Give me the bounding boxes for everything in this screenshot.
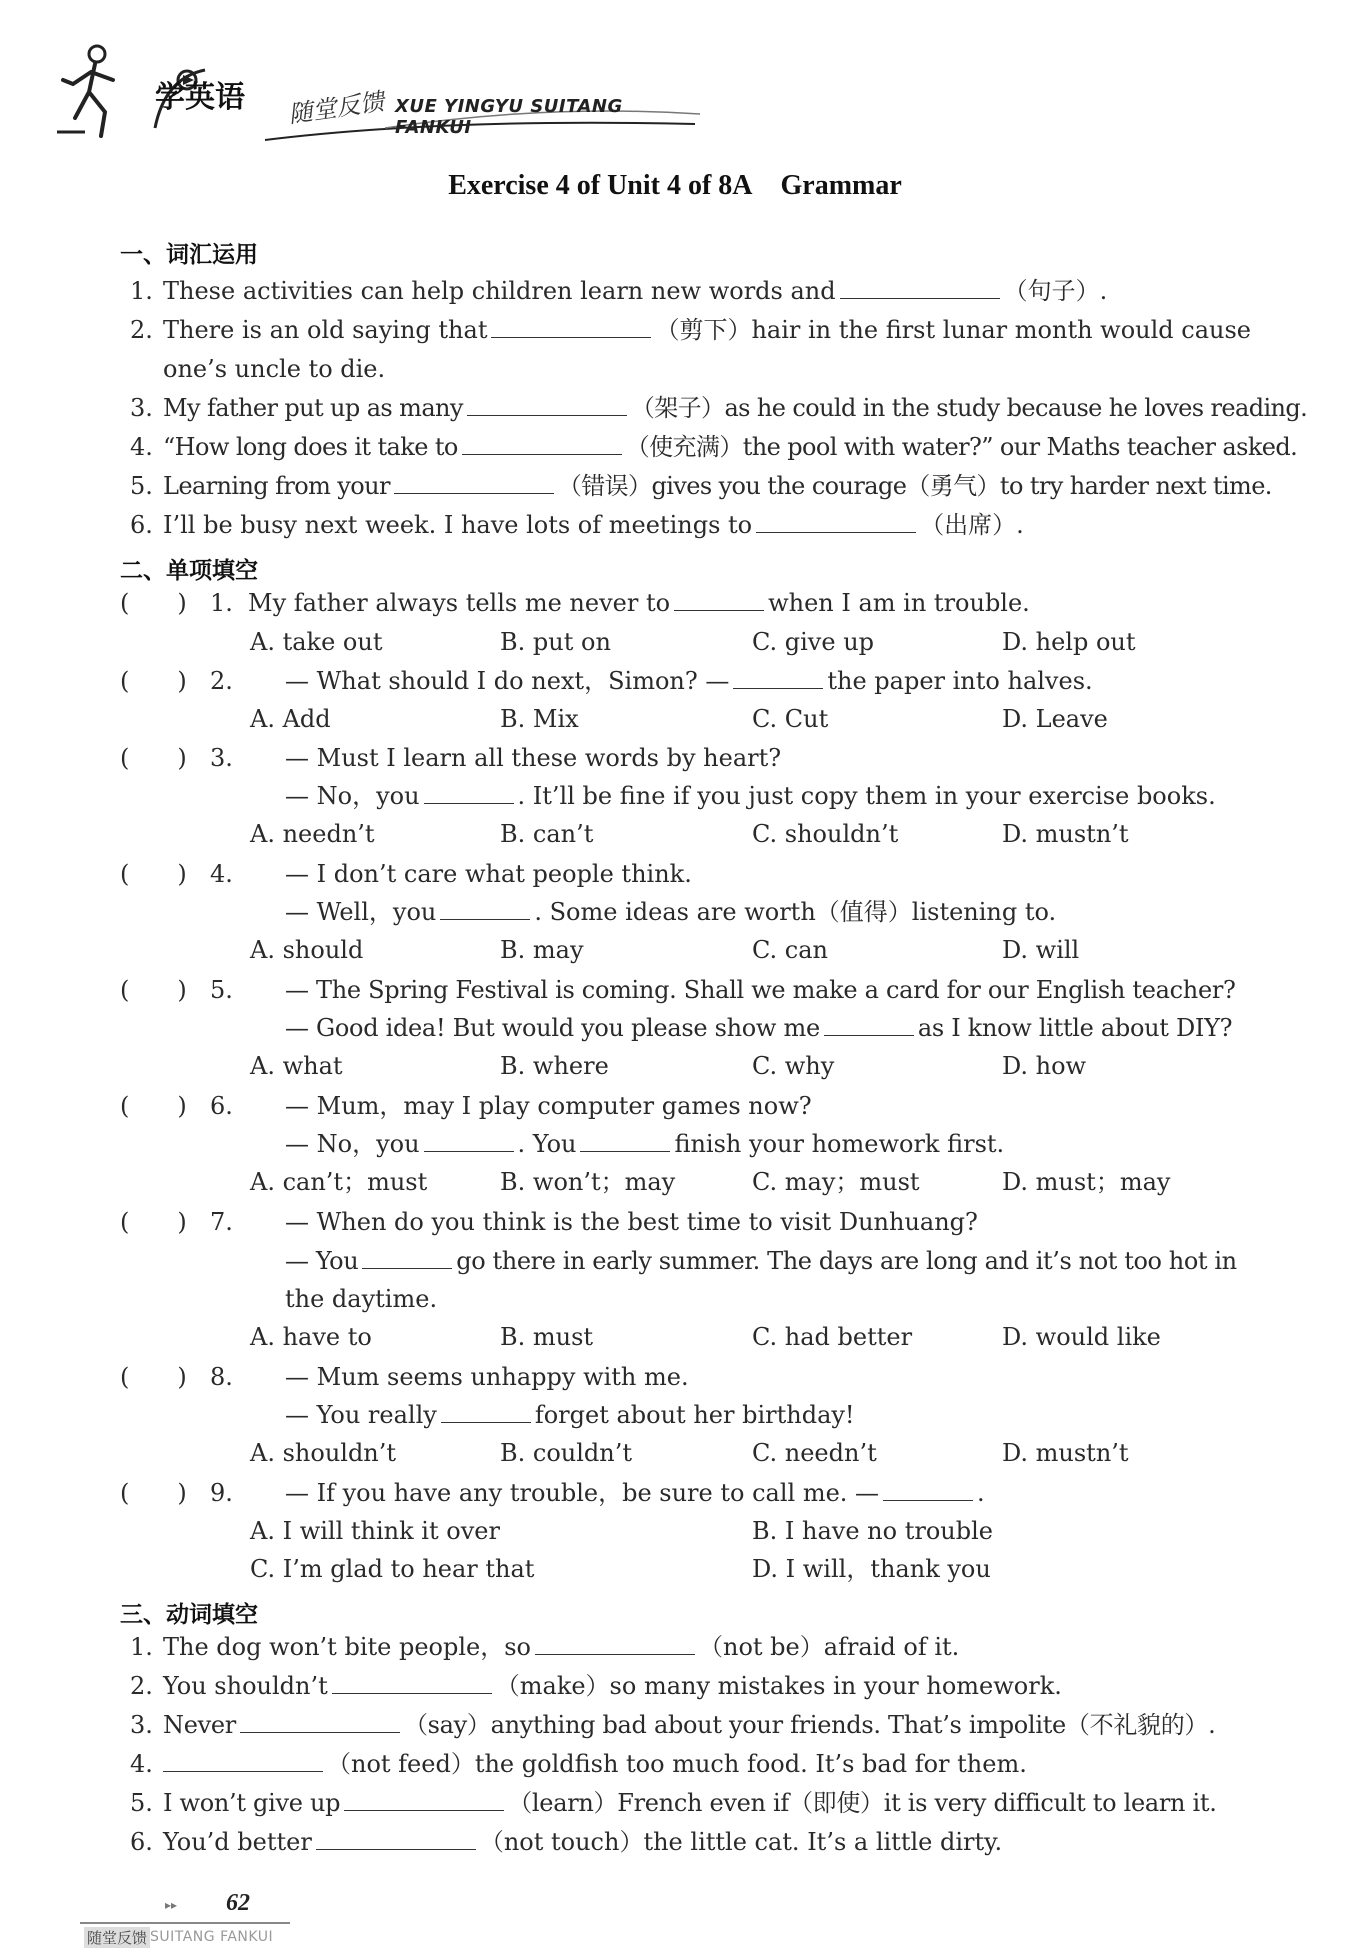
mc-options-2 (0, 700, 1350, 738)
answer-blank[interactable] (535, 1628, 695, 1655)
mc-question-4 (0, 855, 1350, 893)
option-c[interactable]: C. shouldn’t (752, 820, 899, 848)
question-text: — No，you (285, 782, 420, 810)
header-banner (55, 30, 695, 145)
mc-question-7-reply (0, 1242, 1350, 1280)
question-text: — Well，you (285, 898, 437, 926)
answer-bracket[interactable]: ( ) (120, 589, 187, 617)
item-text: one’s uncle to die. (163, 355, 386, 383)
vocab-item-5 (0, 467, 1350, 505)
mc-options-4 (0, 931, 1350, 969)
item-text: You’d better (163, 1828, 312, 1856)
question-text: . It’ll be fine if you just copy them in your exercise books. (517, 782, 1216, 810)
option-c[interactable]: C. needn’t (752, 1439, 877, 1467)
question-text: — You (285, 1247, 359, 1275)
answer-blank[interactable] (580, 1125, 670, 1152)
answer-blank[interactable] (756, 506, 916, 533)
question-text: — Must I learn all these words by heart? (285, 744, 782, 772)
item-number: 2. (130, 316, 153, 344)
item-text: I’ll be busy next week. I have lots of meetings to (163, 511, 753, 539)
option-a[interactable]: A. have to (250, 1323, 372, 1351)
option-d[interactable]: D. help out (1002, 628, 1136, 656)
page-number: 62 (226, 1890, 250, 1916)
question-text: — Good idea! But would you please show me (285, 1014, 820, 1042)
question-number: 9. (210, 1479, 233, 1507)
option-c[interactable]: C. I’m glad to hear that (250, 1555, 535, 1583)
option-b[interactable]: B. Mix (500, 705, 579, 733)
item-hint: （make）so many mistakes in your homework. (495, 1672, 1062, 1700)
item-text: There is an old saying that (163, 316, 488, 344)
question-text: — When do you think is the best time to visit Dunhuang? (285, 1208, 978, 1236)
question-text: — If you have any trouble，be sure to call me. — (285, 1479, 880, 1507)
item-text: “How long does it take to (163, 433, 458, 461)
item-text: Learning from your (163, 472, 390, 500)
question-number: 6. (210, 1092, 233, 1120)
vocab-item-2-continued (0, 350, 1350, 388)
verb-item-3 (0, 1706, 1350, 1744)
brand-english-title: XUE YINGYU SUITANG FANKUI (395, 96, 623, 138)
option-b[interactable]: B. may (500, 936, 584, 964)
verb-item-2 (0, 1667, 1350, 1705)
mc-question-5 (0, 971, 1350, 1009)
brand-script-title: 随堂反馈 (286, 87, 386, 129)
question-text: when I am in trouble. (768, 589, 1030, 617)
item-text: I won’t give up (163, 1789, 341, 1817)
mc-question-4-reply (0, 893, 1350, 931)
option-b[interactable]: B. I have no trouble (752, 1517, 993, 1545)
verb-item-5 (0, 1784, 1350, 1822)
item-number: 6. (130, 511, 153, 539)
item-hint: （say）anything bad about your friends. That’s impolite（不礼貌的）. (403, 1711, 1216, 1739)
answer-blank[interactable] (462, 428, 622, 455)
option-c[interactable]: C. may；must (752, 1168, 920, 1196)
question-text: — You really (285, 1401, 437, 1429)
mc-options-7 (0, 1318, 1350, 1356)
mc-question-1 (0, 584, 1350, 622)
question-text: forget about her birthday! (534, 1401, 855, 1429)
mc-question-8 (0, 1358, 1350, 1396)
option-b[interactable]: B. must (500, 1323, 594, 1351)
footer-brand-chinese: 随堂反馈 (84, 1927, 150, 1948)
question-text: — What should I do next，Simon? — (285, 667, 730, 695)
brand-chinese-title: 学英语 (155, 80, 245, 115)
item-number: 6. (130, 1828, 153, 1856)
option-a[interactable]: A. can’t；must (250, 1168, 428, 1196)
vocab-item-2 (0, 311, 1350, 349)
item-number: 3. (130, 394, 153, 422)
question-text: as I know little about DIY? (917, 1014, 1233, 1042)
verb-item-4 (0, 1745, 1350, 1783)
option-a[interactable]: A. should (250, 936, 364, 964)
mc-question-3-reply (0, 777, 1350, 815)
question-text: — The Spring Festival is coming. Shall we make a card for our English teacher? (285, 976, 1236, 1004)
item-number: 1. (130, 277, 153, 305)
vocab-item-3 (0, 389, 1350, 427)
mc-question-8-reply (0, 1396, 1350, 1434)
vocab-item-6 (0, 506, 1350, 544)
question-number: 2. (210, 667, 233, 695)
option-d[interactable]: D. mustn’t (1002, 1439, 1129, 1467)
option-d[interactable]: D. will (1002, 936, 1080, 964)
answer-blank[interactable] (840, 272, 1000, 299)
section-heading-verb-fill: 三、动词填空 (120, 1602, 258, 1628)
mc-options-8 (0, 1434, 1350, 1472)
answer-bracket[interactable]: ( ) (120, 860, 187, 888)
question-text: go there in early summer. The days are long and it’s not too hot in (456, 1247, 1237, 1275)
mc-options-9-row1 (0, 1512, 1350, 1550)
item-number: 2. (130, 1672, 153, 1700)
mc-options-3 (0, 815, 1350, 853)
option-c[interactable]: C. why (752, 1052, 835, 1080)
mc-question-3 (0, 739, 1350, 777)
item-text: These activities can help children learn new words and (163, 277, 836, 305)
question-text: — Mum seems unhappy with me. (285, 1363, 689, 1391)
answer-bracket[interactable]: ( ) (120, 744, 187, 772)
question-text: — I don’t care what people think. (285, 860, 692, 888)
option-b[interactable]: B. where (500, 1052, 609, 1080)
item-hint: （使充满）the pool with water?” our Maths teacher asked. (625, 433, 1298, 461)
option-d[interactable]: D. how (1002, 1052, 1087, 1080)
footer-divider (80, 1922, 290, 1924)
answer-blank[interactable] (362, 1242, 452, 1269)
section-heading-multiple-choice: 二、单项填空 (120, 558, 258, 584)
item-text: Never (163, 1711, 236, 1739)
section-heading-vocabulary: 一、词汇运用 (120, 242, 258, 268)
answer-blank[interactable] (883, 1474, 973, 1501)
answer-bracket[interactable]: ( ) (120, 1479, 187, 1507)
question-text: — Mum，may I play computer games now? (285, 1092, 812, 1120)
question-text: . You (517, 1130, 577, 1158)
title-main: Exercise 4 of Unit 4 of 8A (448, 170, 753, 201)
question-text: finish your homework first. (674, 1130, 1005, 1158)
verb-item-1 (0, 1628, 1350, 1666)
mc-question-2 (0, 662, 1350, 700)
item-number: 3. (130, 1711, 153, 1739)
option-d[interactable]: D. must；may (1002, 1168, 1171, 1196)
answer-bracket[interactable]: ( ) (120, 1208, 187, 1236)
mc-question-6-reply (0, 1125, 1350, 1163)
page-title (0, 170, 1350, 202)
option-b[interactable]: B. put on (500, 628, 611, 656)
option-c[interactable]: C. had better (752, 1323, 913, 1351)
answer-blank[interactable] (467, 389, 627, 416)
answer-blank[interactable] (332, 1667, 492, 1694)
question-text: . Some ideas are worth（值得）listening to. (534, 898, 1057, 926)
answer-blank[interactable] (240, 1706, 400, 1733)
question-number: 1. (210, 589, 233, 617)
item-hint: （not be）afraid of it. (699, 1633, 960, 1661)
answer-bracket[interactable]: ( ) (120, 1092, 187, 1120)
mc-question-9 (0, 1474, 1350, 1512)
mc-question-7-continued (0, 1280, 1350, 1318)
mc-options-9-row2 (0, 1550, 1350, 1588)
item-text: You shouldn’t (163, 1672, 328, 1700)
answer-blank[interactable] (424, 1125, 514, 1152)
answer-blank[interactable] (394, 467, 554, 494)
question-number: 5. (210, 976, 233, 1004)
answer-blank[interactable] (163, 1745, 323, 1772)
answer-blank[interactable] (824, 1009, 914, 1036)
item-number: 4. (130, 433, 153, 461)
answer-blank[interactable] (491, 311, 651, 338)
question-text: . (977, 1479, 985, 1507)
answer-bracket[interactable]: ( ) (120, 667, 187, 695)
option-b[interactable]: B. couldn’t (500, 1439, 633, 1467)
mc-options-6 (0, 1163, 1350, 1201)
option-c[interactable]: C. can (752, 936, 828, 964)
option-a[interactable]: A. shouldn’t (250, 1439, 397, 1467)
item-number: 5. (130, 472, 153, 500)
answer-blank[interactable] (344, 1784, 504, 1811)
answer-blank[interactable] (424, 777, 514, 804)
mc-options-1 (0, 623, 1350, 661)
title-topic: Grammar (780, 170, 902, 201)
item-number: 4. (130, 1750, 153, 1778)
answer-blank[interactable] (733, 662, 823, 689)
runner-logo-icon (55, 40, 135, 140)
mc-question-6 (0, 1087, 1350, 1125)
answer-bracket[interactable]: ( ) (120, 1363, 187, 1391)
item-hint: （错误）gives you the courage（勇气）to try harder next time. (557, 472, 1272, 500)
vocab-item-4 (0, 428, 1350, 466)
question-number: 7. (210, 1208, 233, 1236)
mc-question-5-reply (0, 1009, 1350, 1047)
option-a[interactable]: A. what (250, 1052, 343, 1080)
option-d[interactable]: D. mustn’t (1002, 820, 1129, 848)
option-a[interactable]: A. needn’t (250, 820, 375, 848)
item-number: 1. (130, 1633, 153, 1661)
option-a[interactable]: A. take out (250, 628, 383, 656)
option-a[interactable]: A. I will think it over (250, 1517, 500, 1545)
item-hint: （not feed）the goldfish too much food. It’s bad for them. (327, 1750, 1027, 1778)
item-number: 5. (130, 1789, 153, 1817)
option-b[interactable]: B. can’t (500, 820, 594, 848)
mc-options-5 (0, 1047, 1350, 1085)
item-hint: （架子）as he could in the study because he loves reading. (630, 394, 1308, 422)
option-d[interactable]: D. Leave (1002, 705, 1108, 733)
answer-blank[interactable] (674, 584, 764, 611)
question-text: the daytime. (285, 1285, 438, 1313)
item-hint: （出席）. (920, 511, 1024, 539)
option-d[interactable]: D. I will，thank you (752, 1555, 991, 1583)
item-hint: （not touch）the little cat. It’s a little dirty. (479, 1828, 1003, 1856)
option-c[interactable]: C. Cut (752, 705, 829, 733)
item-hint: （剪下）hair in the first lunar month would cause (655, 316, 1252, 344)
question-text: — No，you (285, 1130, 420, 1158)
footer-brand-english: SUITANG FANKUI (150, 1929, 274, 1945)
question-number: 3. (210, 744, 233, 772)
question-number: 4. (210, 860, 233, 888)
option-d[interactable]: D. would like (1002, 1323, 1161, 1351)
item-hint: （learn）French even if（即使）it is very difficult to learn it. (508, 1789, 1217, 1817)
answer-blank[interactable] (441, 1396, 531, 1423)
question-text: My father always tells me never to (248, 589, 671, 617)
answer-bracket[interactable]: ( ) (120, 976, 187, 1004)
option-c[interactable]: C. give up (752, 628, 875, 656)
option-b[interactable]: B. won’t；may (500, 1168, 676, 1196)
vocab-item-1 (0, 272, 1350, 310)
footer-arrows-icon: ▸▸ (165, 1898, 178, 1912)
item-hint: （句子）. (1003, 277, 1108, 305)
question-number: 8. (210, 1363, 233, 1391)
item-text: The dog won’t bite people，so (163, 1633, 531, 1661)
mc-question-7 (0, 1203, 1350, 1241)
answer-blank[interactable] (440, 893, 530, 920)
answer-blank[interactable] (316, 1823, 476, 1850)
item-text: My father put up as many (163, 394, 463, 422)
question-text: the paper into halves. (827, 667, 1093, 695)
verb-item-6 (0, 1823, 1350, 1861)
option-a[interactable]: A. Add (250, 705, 331, 733)
